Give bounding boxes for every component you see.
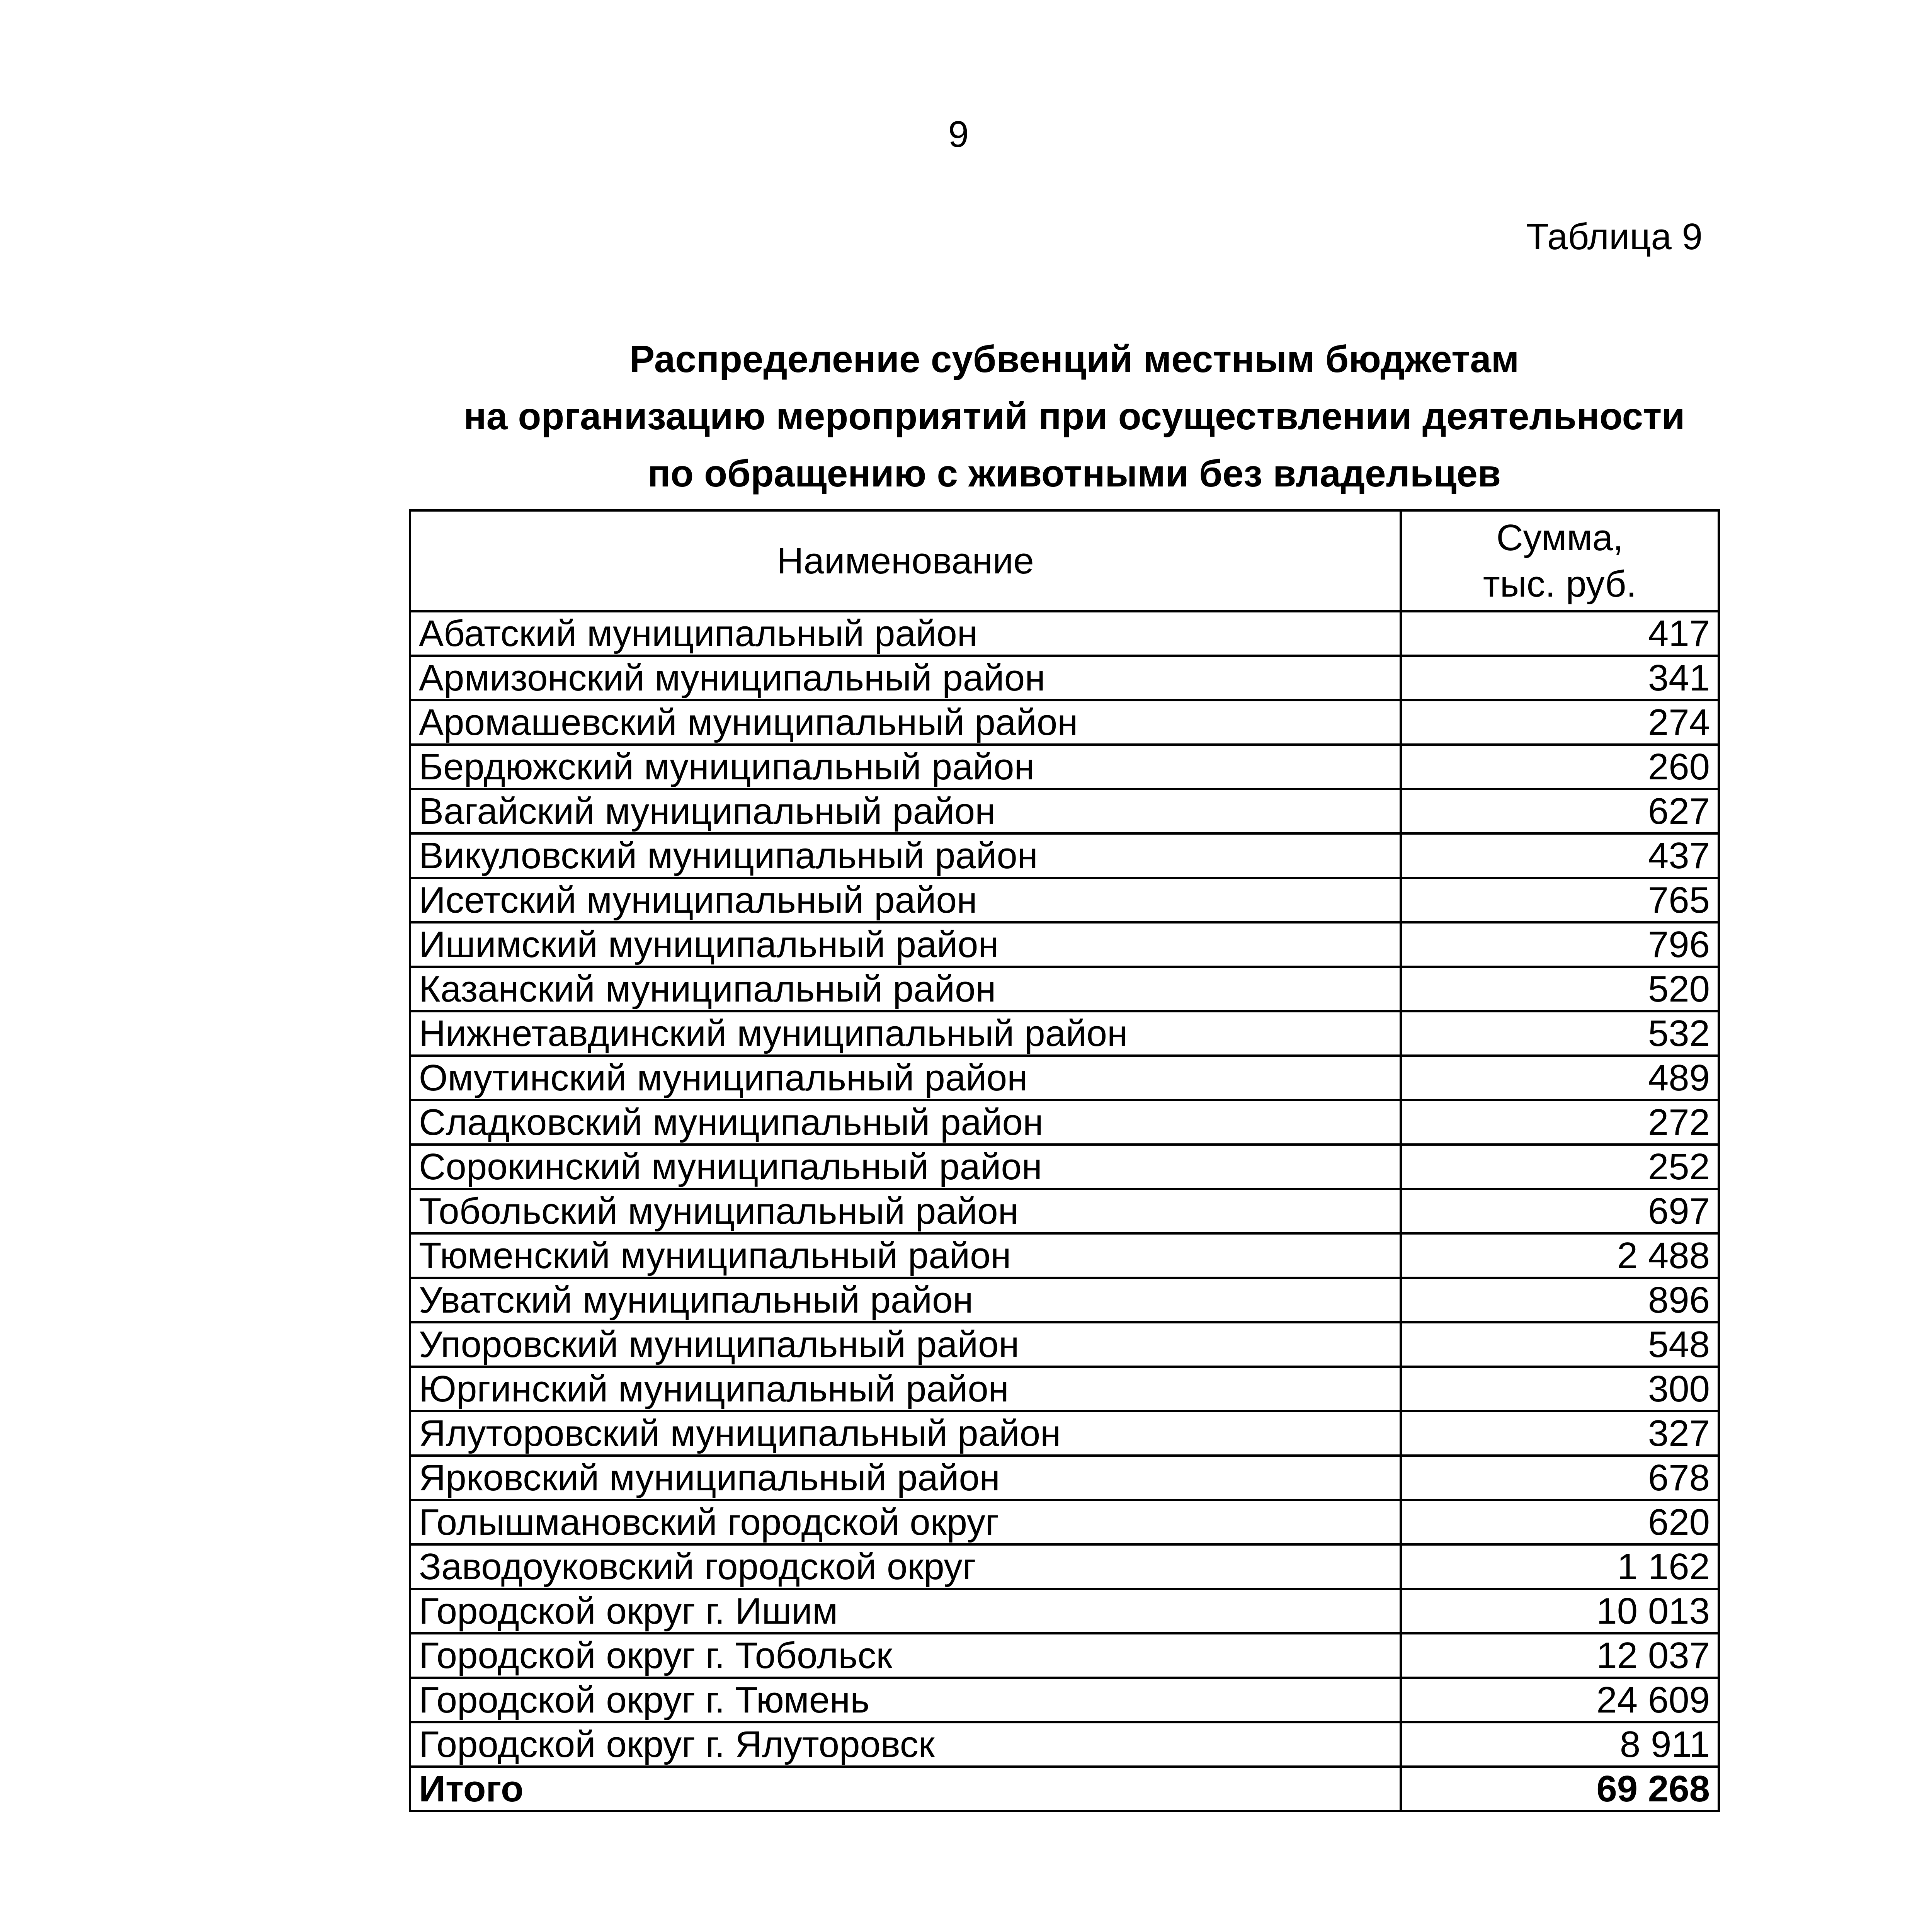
row-name: Ярковский муниципальный район [410,1456,1401,1500]
table-row [410,1278,1719,1322]
row-amount: 260 [1401,745,1719,789]
table-row [410,611,1719,656]
table-row [410,789,1719,833]
row-amount: 520 [1401,967,1719,1011]
subvention-table [409,509,1720,1812]
row-amount: 489 [1401,1056,1719,1100]
table-row [410,1322,1719,1367]
row-name: Бердюжский муниципальный район [410,745,1401,789]
row-name: Городской округ г. Ялуторовск [410,1722,1401,1767]
table-row [410,1056,1719,1100]
header-sum-line-2: тыс. руб. [1483,563,1637,605]
row-amount: 620 [1401,1500,1719,1544]
row-amount: 678 [1401,1456,1719,1500]
row-amount: 765 [1401,878,1719,922]
row-name: Абатский муниципальный район [410,611,1401,656]
table-row [410,1100,1719,1145]
row-amount: 12 037 [1401,1633,1719,1678]
table-row [410,1367,1719,1411]
row-name: Омутинский муниципальный район [410,1056,1401,1100]
table-row [410,700,1719,745]
row-name: Викуловский муниципальный район [410,833,1401,878]
table-row [410,833,1719,878]
document-title [386,330,1762,502]
table-row [410,656,1719,700]
total-row [410,1767,1719,1811]
table-body [410,611,1719,1811]
row-amount: 300 [1401,1367,1719,1411]
title-line-3: по обращению с животными без владельцев [647,452,1501,495]
table-row [410,1722,1719,1767]
table-row [410,1411,1719,1456]
row-name: Сорокинский муниципальный район [410,1145,1401,1189]
row-name: Юргинский муниципальный район [410,1367,1401,1411]
row-amount: 274 [1401,700,1719,745]
row-name: Уватский муниципальный район [410,1278,1401,1322]
row-amount: 252 [1401,1145,1719,1189]
header-name: Наименование [410,510,1401,611]
row-name: Тюменский муниципальный район [410,1233,1401,1278]
row-amount: 272 [1401,1100,1719,1145]
table-row [410,1189,1719,1233]
total-amount: 69 268 [1401,1767,1719,1811]
row-amount: 327 [1401,1411,1719,1456]
row-name: Казанский муниципальный район [410,967,1401,1011]
row-amount: 697 [1401,1189,1719,1233]
row-name: Ялуторовский муниципальный район [410,1411,1401,1456]
row-name: Тобольский муниципальный район [410,1189,1401,1233]
row-amount: 896 [1401,1278,1719,1322]
row-name: Ишимский муниципальный район [410,922,1401,967]
row-amount: 548 [1401,1322,1719,1367]
row-amount: 341 [1401,656,1719,700]
row-name: Заводоуковский городской округ [410,1544,1401,1589]
row-amount: 796 [1401,922,1719,967]
page-number: 9 [948,114,969,155]
row-amount: 24 609 [1401,1678,1719,1722]
table-row [410,1633,1719,1678]
title-line-2: на организацию мероприятий при осуществлении деятельности [463,395,1685,437]
table-row [410,1589,1719,1633]
table-row [410,1233,1719,1278]
table-row [410,967,1719,1011]
row-amount: 2 488 [1401,1233,1719,1278]
header-sum-line-1: Сумма, [1496,517,1623,558]
table-row [410,1500,1719,1544]
row-amount: 8 911 [1401,1722,1719,1767]
row-name: Городской округ г. Ишим [410,1589,1401,1633]
row-amount: 437 [1401,833,1719,878]
row-amount: 1 162 [1401,1544,1719,1589]
row-name: Городской округ г. Тобольск [410,1633,1401,1678]
row-name: Упоровский муниципальный район [410,1322,1401,1367]
row-amount: 627 [1401,789,1719,833]
row-name: Вагайский муниципальный район [410,789,1401,833]
table-row [410,1011,1719,1056]
table-row [410,1456,1719,1500]
table-header-row [410,510,1719,611]
row-name: Городской округ г. Тюмень [410,1678,1401,1722]
title-line-1: Распределение субвенций местным бюджетам [629,338,1519,380]
row-name: Нижнетавдинский муниципальный район [410,1011,1401,1056]
table-row [410,1145,1719,1189]
row-name: Армизонский муниципальный район [410,656,1401,700]
table-row [410,1544,1719,1589]
row-name: Сладковский муниципальный район [410,1100,1401,1145]
row-amount: 532 [1401,1011,1719,1056]
row-name: Голышмановский городской округ [410,1500,1401,1544]
table-row [410,745,1719,789]
table-row [410,1678,1719,1722]
header-sum [1401,510,1719,611]
row-name: Исетский муниципальный район [410,878,1401,922]
table-label: Таблица 9 [1526,216,1703,257]
table-row [410,922,1719,967]
row-name: Аромашевский муниципальный район [410,700,1401,745]
table-row [410,878,1719,922]
row-amount: 417 [1401,611,1719,656]
row-amount: 10 013 [1401,1589,1719,1633]
total-label: Итого [410,1767,1401,1811]
